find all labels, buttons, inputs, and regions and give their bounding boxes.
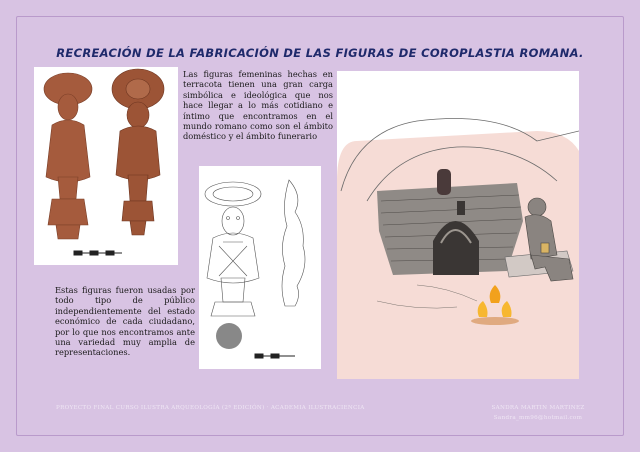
left-figurine [44,73,92,239]
technical-drawing-art [199,166,321,369]
intro-paragraph: Las figuras femeninas hechas en terracota tienen una gran carga simbólica e ideológica que nos hace llegar a lo más cotidiano e íntimo que encontramos en el mundo romano como son el ámbito doméstico y el ámbito funerario [183,69,333,142]
kiln-structure [377,169,523,275]
drawing-scale-bar [255,354,295,358]
footer-email[interactable]: Sandra_mm96@hotmail.com [493,415,583,421]
technical-drawing [199,166,321,369]
figurines-photo [34,67,178,265]
right-figurine [112,69,164,235]
kiln-scene [337,71,579,379]
scale-bar [74,251,122,255]
usage-paragraph: Estas figuras fueron usadas por todo tipo de público independientemente del estado económico de cada ciudadano, por lo que nos encontramos ante una variedad muy amplia de representaciones. [55,285,195,358]
footer-author: SANDRA MARTIN MARTINEZ [491,405,585,411]
fire-flames [471,285,519,325]
figurines-photo-art [34,67,178,265]
footer-project: PROYECTO FINAL CURSO ILUSTRA ARQUEOLOGÍA (2ª EDICIÓN) · ACADEMIA ILUSTRACIENCIA [56,405,365,411]
page-title: RECREACIÓN DE LA FABRICACIÓN DE LAS FIGURAS DE COROPLASTIA ROMANA. [56,46,584,60]
section-circle [216,323,242,349]
kiln-scene-art [337,71,579,379]
